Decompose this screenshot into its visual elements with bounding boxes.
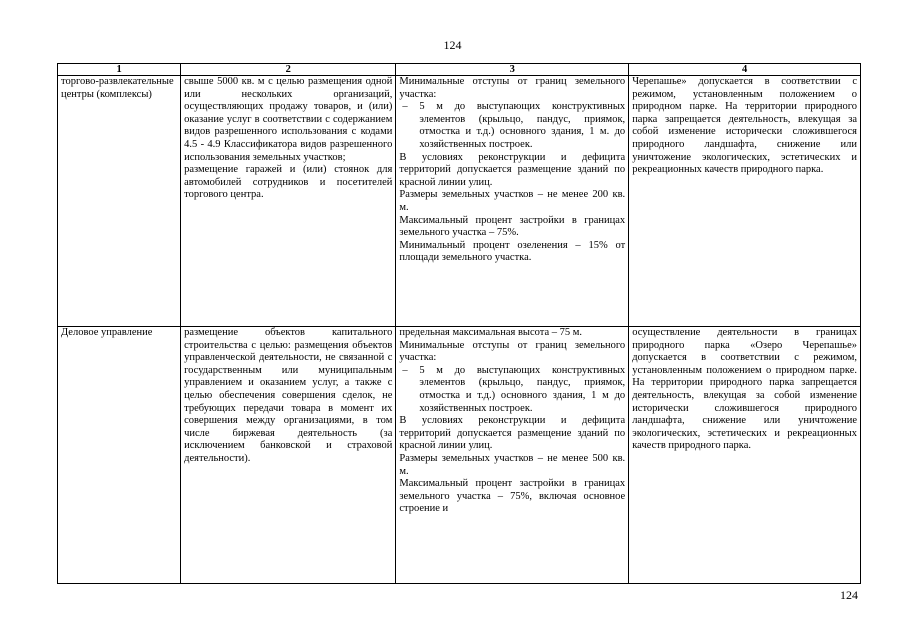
row1-param-para: В условиях реконструкции и дефицита территорий допускается размещение зданий по красной линии улиц. — [399, 151, 626, 188]
table-row — [58, 76, 861, 327]
row1-description-para: свыше 5000 кв. м с целью размещения одной или нескольких организаций, осуществляющих продажу товаров, и (или) оказание услуг в соответствии с содержанием видов разрешенного использования с кодами 4.5 - 4.9 Классификатора видов разрешенного использования земельных участков; — [184, 76, 393, 163]
row1-param-intro: Минимальные отступы от границ земельного участка: — [399, 76, 626, 100]
row2-use-name — [58, 327, 181, 584]
row1-parameters — [396, 76, 629, 327]
row2-param-para: В условиях реконструкции и дефицита территорий допускается размещение зданий по красной линии улиц. — [399, 415, 626, 452]
header-col-1: 1 — [58, 64, 181, 76]
page-number-top: 124 — [443, 38, 462, 52]
row2-param-height: предельная максимальная высота – 75 м. — [399, 327, 583, 338]
row1-use-name-text: торгово-развлекательные центры (комплексы) — [61, 76, 174, 100]
header-col-3: 3 — [396, 64, 629, 76]
table-header-row — [58, 64, 861, 76]
page-number-bottom: 124 — [840, 588, 858, 602]
header-col-2: 2 — [181, 64, 396, 76]
row1-param-list — [399, 101, 625, 151]
row2-restrictions-text: осуществление деятельности в границах природного парка «Озеро Черепашье» допускается в соответствии с режимом, установленным положением о природном парке. На территории природного парка запрещается деятельность, влекущая за собой изменение исторически сложившегося природного ландшафта, снижение или уничтожение экологических, эстетических и рекреационных качеств природного парка. — [632, 327, 857, 452]
row2-description-text: размещение объектов капитального строительства с целью: размещения объектов управленческой деятельности, не связанной с государственным или муниципальным управлением и оказанием услуг, а также с целью обеспечения совершения сделок, не требующих передачи товара в момент их совершения между организациями, в том числе биржевая деятельность (за исключением банковской и страховой деятельности). — [184, 327, 393, 464]
row1-use-name — [58, 76, 181, 327]
row1-param-para: Минимальный процент озеленения – 15% от площади земельного участка. — [399, 239, 626, 264]
row2-use-name-text: Деловое управление — [61, 327, 153, 338]
list-item: – 5 м до выступающих конструктивных элементов (крыльцо, пандус, приямок, отмостка и т.д.) основного здания, 1 м. до хозяйственных построек. — [419, 101, 625, 151]
row2-restrictions — [629, 327, 861, 584]
row2-param-para: Размеры земельных участков – не менее 500 кв. м. — [399, 452, 626, 477]
row1-restrictions-text: Черепашье» допускается в соответствии с режимом, установленным положением о природном парке. На территории природного парка запрещается деятельность, влекущая за собой изменение исторически сложившегося природного ландшафта, снижение или уничтожение экологических, эстетических и рекреационных качеств природного парка. — [632, 76, 857, 176]
row1-description-para: размещение гаражей и (или) стоянок для автомобилей сотрудников и посетителей торгового центра. — [184, 164, 393, 201]
row2-parameters — [396, 327, 629, 584]
row1-restrictions — [629, 76, 861, 327]
row2-param-para: Максимальный процент застройки в границах земельного участка – 75%, включая основное строение и — [399, 478, 626, 515]
row1-description — [181, 76, 396, 327]
table-row — [58, 327, 861, 584]
row1-param-para: Максимальный процент застройки в границах земельного участка – 75%. — [399, 214, 626, 239]
header-col-4: 4 — [629, 64, 861, 76]
row2-param-list — [399, 365, 625, 415]
row2-description — [181, 327, 396, 584]
list-item: – 5 м до выступающих конструктивных элементов (крыльцо, пандус, приямок, отмостка и т.д.) основного здания, 1 м до хозяйственных построек. — [419, 365, 625, 415]
document-table — [57, 63, 861, 584]
row2-param-intro: Минимальные отступы от границ земельного участка: — [399, 339, 626, 364]
row1-param-para: Размеры земельных участков – не менее 200 кв. м. — [399, 189, 626, 213]
